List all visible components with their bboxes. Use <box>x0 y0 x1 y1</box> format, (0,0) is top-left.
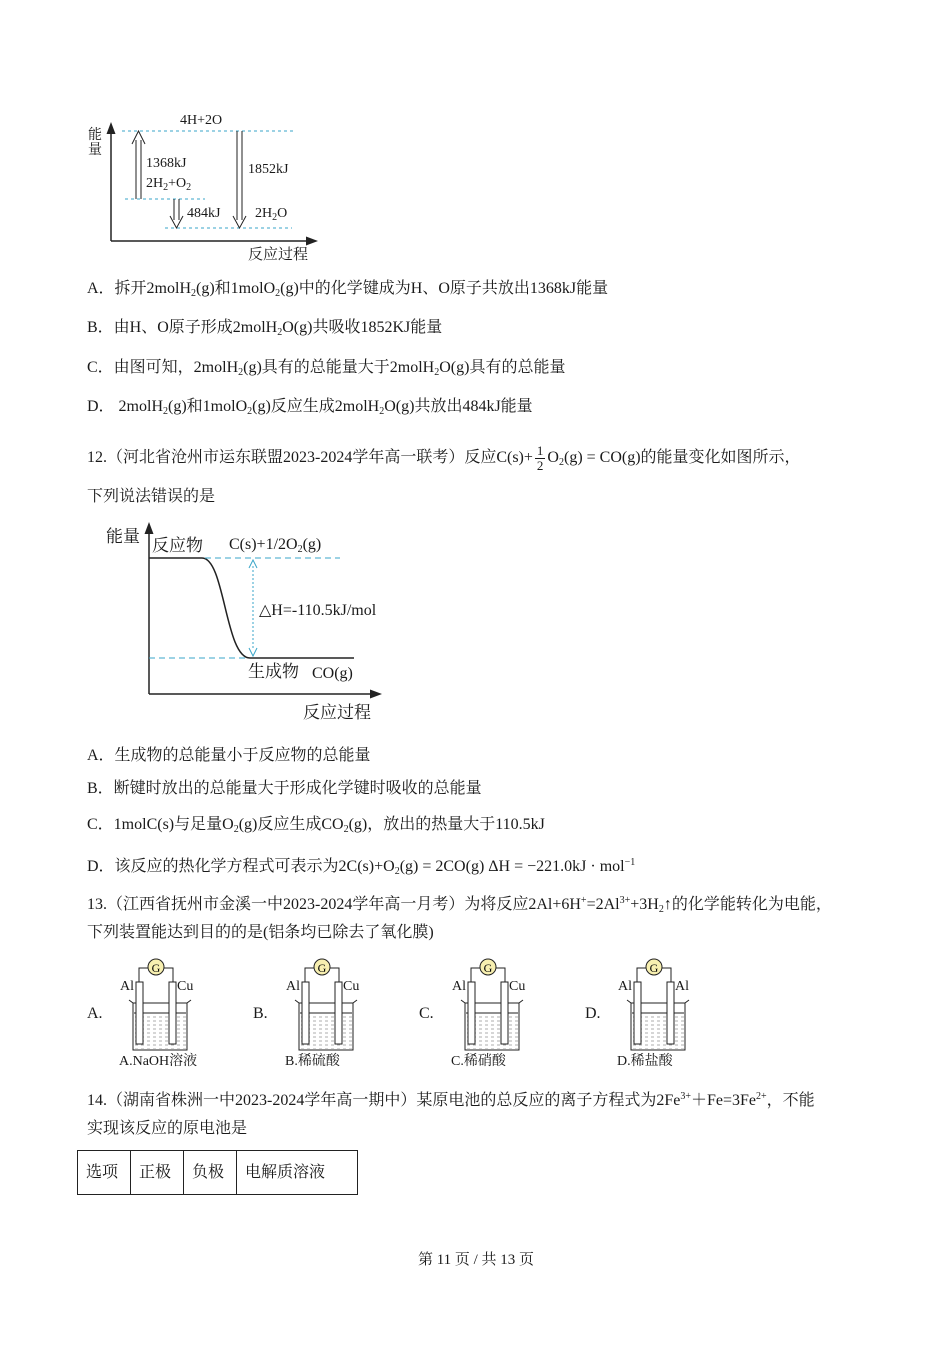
apparatus-a <box>87 955 227 1075</box>
galvanometer-label: G <box>483 961 493 975</box>
superscript: + <box>580 895 587 906</box>
text-segment: D． 2molH <box>87 398 164 415</box>
apparatus-letter: B. <box>253 1005 268 1022</box>
text-segment: (g)具有的总能量大于2molH <box>243 359 435 376</box>
fig1-energy-1852: 1852kJ <box>248 162 289 177</box>
text-segment: C(s)+1/2O <box>229 536 298 553</box>
subscript: 2 <box>277 327 283 338</box>
fraction-numerator: 1 <box>536 443 544 458</box>
q12-stem-a: 12.（河北省沧州市运东联盟2023-2024学年高一联考）反应C(s)+ <box>87 449 533 467</box>
electrolyte-caption: A.NaOH溶液 <box>119 1054 198 1069</box>
fig1-top-label: 4H+2O <box>180 113 223 128</box>
q12-option-b <box>87 779 482 799</box>
text-segment: C．由图可知，2molH <box>87 359 239 376</box>
q11-option-c <box>87 358 565 383</box>
fig2-reactant-label: 反应物 <box>152 536 203 555</box>
text-segment: (g)和1molO <box>168 398 248 415</box>
right-electrode-label: Cu <box>509 979 526 994</box>
text-segment: O <box>277 206 288 221</box>
q12-stem-line2: 下列说法错误的是 <box>87 488 216 505</box>
left-electrode-label: Al <box>452 979 466 994</box>
text-segment: O(g)具有的总能量 <box>439 359 566 376</box>
subscript: 2 <box>275 288 281 299</box>
header-option: 选项 <box>78 1151 131 1195</box>
fig1-y-axis-label: 能量 <box>88 128 102 158</box>
superscript: 2+ <box>756 1091 767 1102</box>
galvanometer-label: G <box>649 961 659 975</box>
text-segment: B．断键时放出的总能量大于形成化学键时吸收的总能量 <box>87 780 482 797</box>
subscript: 2 <box>238 367 244 378</box>
apparatus-d <box>585 955 725 1075</box>
electrolyte-caption: B.稀硫酸 <box>285 1054 340 1069</box>
text-segment: (g) <box>302 536 322 553</box>
fig2-product-formula: CO(g) <box>312 665 353 682</box>
text-segment: (g) = CO(g)的能量变化如图所示， <box>563 449 801 467</box>
header-electrolyte: 电解质溶液 <box>237 1151 358 1195</box>
q12-option-a <box>87 746 371 766</box>
left-electrode-label: Al <box>286 979 300 994</box>
electrolyte-caption: C.稀硝酸 <box>451 1054 506 1069</box>
text-segment: 14.（湖南省株洲一中2023-2024学年高一期中）某原电池的总反应的离子方程式为2Fe <box>87 1092 681 1109</box>
text-segment: O(g)共吸收1852KJ能量 <box>282 319 443 336</box>
subscript: 2 <box>658 904 664 915</box>
fig1-energy-484: 484kJ <box>187 206 221 221</box>
q11-option-a <box>87 279 608 304</box>
fig1-reactant-label <box>146 176 191 196</box>
right-electrode-label: Al <box>675 979 689 994</box>
text-segment: A．拆开2molH <box>87 280 192 297</box>
text-segment: ↑的化学能转化为电能， <box>663 896 832 913</box>
fraction-denominator: 2 <box>536 458 544 473</box>
superscript: 3+ <box>619 895 631 906</box>
subscript: 2 <box>233 824 239 835</box>
apparatus-c <box>419 955 559 1075</box>
text-segment: B．由H、O原子形成2molH <box>87 319 278 336</box>
q12-stem <box>87 444 801 473</box>
galvanometer-label: G <box>151 961 161 975</box>
fig2-delta-h: △H=-110.5kJ/mol <box>259 602 377 619</box>
text-segment: O <box>547 449 559 467</box>
text-segment: 13.（江西省抚州市金溪一中2023-2024学年高一月考）为将反应2Al+6H <box>87 896 581 913</box>
text-segment: (g)中的化学键成为H、O原子共放出1368kJ能量 <box>280 280 609 297</box>
subscript: 2 <box>163 182 169 193</box>
superscript: 3+ <box>680 1091 691 1102</box>
q12-stem-b <box>547 449 801 469</box>
subscript: 2 <box>379 406 385 417</box>
text-segment: (g)和1molO <box>196 280 276 297</box>
apparatus-letter: A. <box>87 1005 103 1022</box>
subscript: 2 <box>186 182 192 193</box>
fig2-y-axis-label: 能量 <box>106 527 140 546</box>
q13-stem-line2: 下列装置能达到目的的是(铝条均已除去了氧化膜) <box>87 924 434 941</box>
text-segment: +3H <box>630 896 659 913</box>
text-segment: O(g)共放出484kJ能量 <box>384 398 533 415</box>
q11-option-d <box>87 397 533 422</box>
page-footer: 第 11 页 / 共 13 页 <box>417 1252 535 1268</box>
text-segment: C．1molC(s)与足量O <box>87 816 234 833</box>
q12-option-d <box>87 853 635 882</box>
subscript: 2 <box>272 212 278 223</box>
text-segment: +O <box>168 176 187 191</box>
subscript: 2 <box>247 406 253 417</box>
header-negative: 负极 <box>184 1151 237 1195</box>
q12-option-c <box>87 815 545 840</box>
fraction-one-half <box>535 444 546 473</box>
text-segment: ＋Fe=3Fe <box>690 1092 757 1109</box>
fig2-reactant-formula <box>229 537 321 558</box>
text-segment: 2H <box>146 176 164 191</box>
right-electrode-label: Cu <box>343 979 360 994</box>
subscript: 2 <box>191 288 197 299</box>
subscript: 2 <box>394 866 400 877</box>
text-segment: ，不能 <box>766 1092 815 1109</box>
apparatus-letter: C. <box>419 1005 434 1022</box>
fig1-energy-1368: 1368kJ <box>146 156 187 171</box>
header-positive: 正极 <box>131 1151 184 1195</box>
fig1-product-label <box>255 206 287 226</box>
text-segment: (g)反应生成2molH <box>252 398 380 415</box>
fig1-x-axis-label: 反应过程 <box>248 247 309 263</box>
text-segment: 2H <box>255 206 273 221</box>
text-segment: =2Al <box>586 896 620 913</box>
q11-option-b <box>87 318 442 343</box>
left-electrode-label: Al <box>618 979 632 994</box>
table-header-row <box>78 1151 358 1195</box>
apparatus-letter: D. <box>585 1005 601 1022</box>
q14-table <box>77 1150 358 1195</box>
galvanometer-label: G <box>317 961 327 975</box>
left-electrode-label: Al <box>120 979 134 994</box>
text-segment: (g)反应生成CO <box>238 816 344 833</box>
text-segment: (g) = 2CO(g) ΔH = −221.0kJ · mol <box>399 858 625 875</box>
q14-stem-line2: 实现该反应的原电池是 <box>87 1120 248 1137</box>
fig2-product-label: 生成物 <box>248 662 299 681</box>
subscript: 2 <box>163 406 169 417</box>
q13-stem <box>87 891 832 920</box>
superscript: −1 <box>624 857 636 868</box>
text-segment: A．生成物的总能量小于反应物的总能量 <box>87 747 371 764</box>
text-segment: (g)，放出的热量大于110.5kJ <box>348 816 545 833</box>
apparatus-b <box>253 955 393 1075</box>
right-electrode-label: Cu <box>177 979 194 994</box>
text-segment: D．该反应的热化学方程式可表示为2C(s)+O <box>87 858 395 875</box>
subscript: 2 <box>558 457 564 469</box>
subscript: 2 <box>434 367 440 378</box>
electrolyte-caption: D.稀盐酸 <box>617 1054 673 1069</box>
fig2-x-axis-label: 反应过程 <box>303 703 371 722</box>
subscript: 2 <box>343 824 349 835</box>
q14-stem <box>87 1087 815 1111</box>
subscript: 2 <box>297 544 303 555</box>
